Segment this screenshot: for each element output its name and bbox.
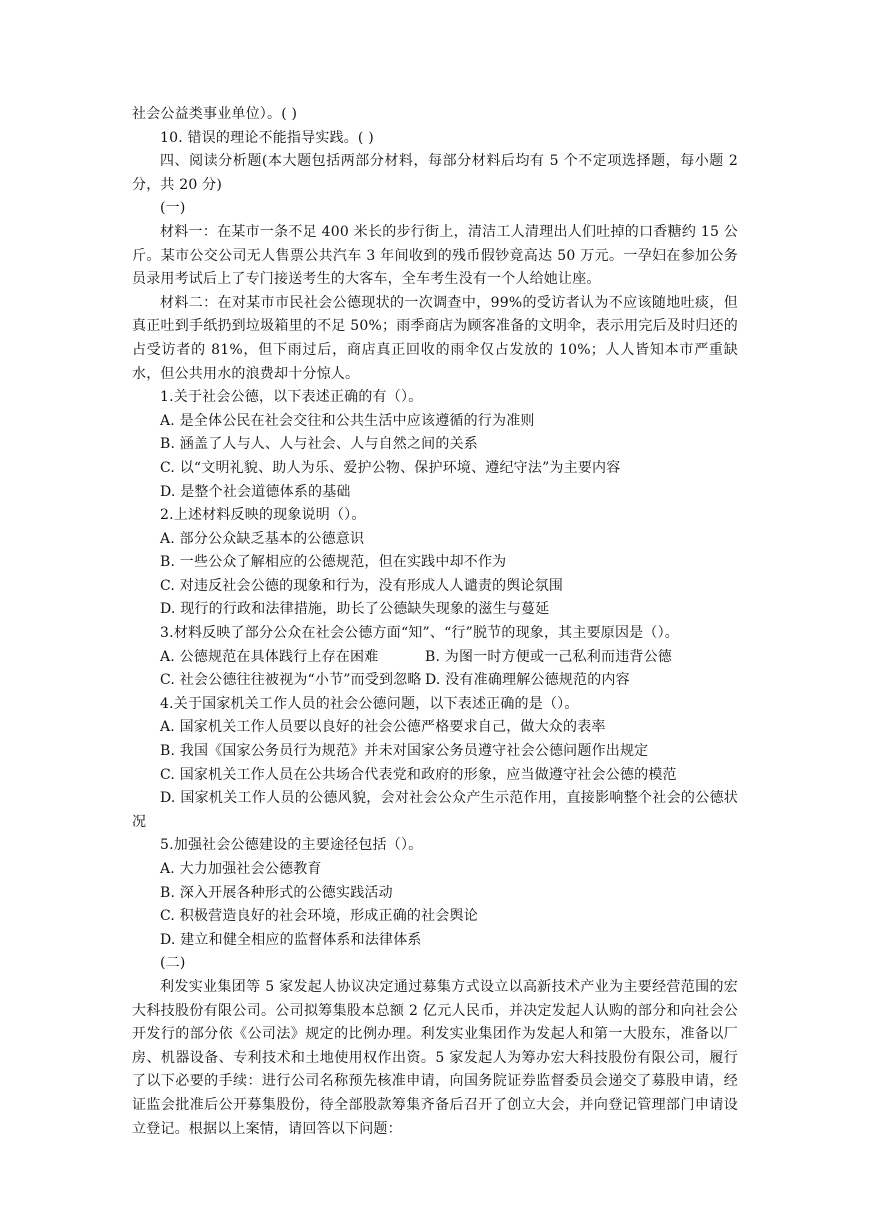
question-2: 2.上述材料反映的现象说明（）。 [160, 507, 366, 524]
option-d: D. 国家机关工作人员的公德风貌，会对社会公众产生示范作用，直接影响整个社会的公德状况 [132, 790, 738, 830]
material-1: 材料一：在某市一条不足 400 米长的步行街上，清洁工人清理出人们吐掉的口香糖约 15 公斤。某市公交公司无人售票公共汽车 3 年间收到的残币假钞竟高达 50 万元。一孕妇在参加公务员录用考试后上了专门接送考生的大客车，全车考生没有一个人给她让座。 [132, 223, 738, 288]
option-d: D. 没有准确理解公德规范的内容 [425, 672, 630, 689]
text-line: 社会公益类事业单位）。( ) [132, 106, 298, 122]
option-row [132, 646, 738, 670]
option-a: A. 公德规范在具体践行上存在困难 [160, 648, 379, 665]
question-1: 1.关于社会公德，以下表述正确的有（）。 [160, 389, 423, 406]
option-c: C. 社会公德往往被视为“小节”而受到忽略 [160, 672, 422, 689]
option-b: B. 涵盖了人与人、人与社会、人与自然之间的关系 [160, 436, 478, 453]
option-c: C. 积极营造良好的社会环境，形成正确的社会舆论 [160, 908, 478, 925]
part-heading-1: (一) [160, 200, 186, 217]
option-b: B. 深入开展各种形式的公德实践活动 [160, 884, 393, 901]
question-5: 5.加强社会公德建设的主要途径包括（）。 [160, 837, 423, 854]
option-b: B. 一些公众了解相应的公德规范，但在实践中却不作为 [160, 554, 507, 571]
option-c: C. 国家机关工作人员在公共场合代表党和政府的形象，应当做遵守社会公德的模范 [160, 766, 677, 783]
option-a: A. 国家机关工作人员要以良好的社会公德严格要求自己，做大众的表率 [160, 719, 606, 736]
option-row [132, 669, 738, 693]
case-material: 利发实业集团等 5 家发起人协议决定通过募集方式设立以高新技术产业为主要经营范围的宏大科技股份有限公司。公司拟筹集股本总额 2 亿元人民币，并决定发起人认购的部分和向社会公开发行的部分依《公司法》规定的比例办理。利发实业集团作为发起人和第一大股东，准备以厂房、机器设备、专利技术和土地使用权作出资。5 家发起人为筹办宏大科技股份有限公司，履行了以下必要的手续：进行公司名称预先核准申请，向国务院证券监督委员会递交了募股申请，经证监会批准后公开募集股份，待全部股款筹集齐备后召开了创立大会，并向登记管理部门申请设立登记。根据以上案情，请回答以下问题： [132, 978, 738, 1137]
question-10: 10. 错误的理论不能指导实践。( ) [160, 129, 374, 146]
option-b: B. 为图一时方便或一己私利而违背公德 [425, 648, 672, 665]
option-a: A. 是全体公民在社会交往和公共生活中应该遵循的行为准则 [160, 412, 535, 429]
option-a: A. 部分公众缺乏基本的公德意识 [160, 530, 365, 547]
option-d: D. 是整个社会道德体系的基础 [160, 483, 351, 500]
part-heading-2: (二) [160, 955, 186, 972]
document-body [132, 103, 738, 1141]
option-a: A. 大力加强社会公德教育 [160, 861, 322, 877]
option-d: D. 建立和健全相应的监督体系和法律体系 [160, 931, 422, 948]
question-3: 3.材料反映了部分公众在社会公德方面“知”、“行”脱节的现象，其主要原因是（）。 [160, 625, 679, 642]
section-heading: 四、阅读分析题(本大题包括两部分材料，每部分材料后均有 5 个不定项选择题，每小题 2 分，共 20 分) [132, 153, 738, 193]
option-c: C. 以“文明礼貌、助人为乐、爱护公物、保护环境、遵纪守法”为主要内容 [160, 459, 621, 476]
option-c: C. 对违反社会公德的现象和行为，没有形成人人谴责的舆论氛围 [160, 577, 564, 594]
option-d: D. 现行的行政和法律措施，助长了公德缺失现象的滋生与蔓延 [160, 601, 550, 618]
option-b: B. 我国《国家公务员行为规范》并未对国家公务员遵守社会公德问题作出规定 [160, 743, 649, 760]
material-2: 材料二：在对某市市民社会公德现状的一次调查中，99%的受访者认为不应该随地吐痰，但真正吐到手纸扔到垃圾箱里的不足 50%；雨季商店为顾客准备的文明伞，表示用完后及时归还的占受访者的 81%，但下雨过后，商店真正回收的雨伞仅占发放的 10%；人人皆知本市严重缺水，但公共用水的浪费却十分惊人。 [132, 294, 738, 382]
question-4: 4.关于国家机关工作人员的社会公德问题，以下表述正确的是（）。 [160, 695, 579, 712]
